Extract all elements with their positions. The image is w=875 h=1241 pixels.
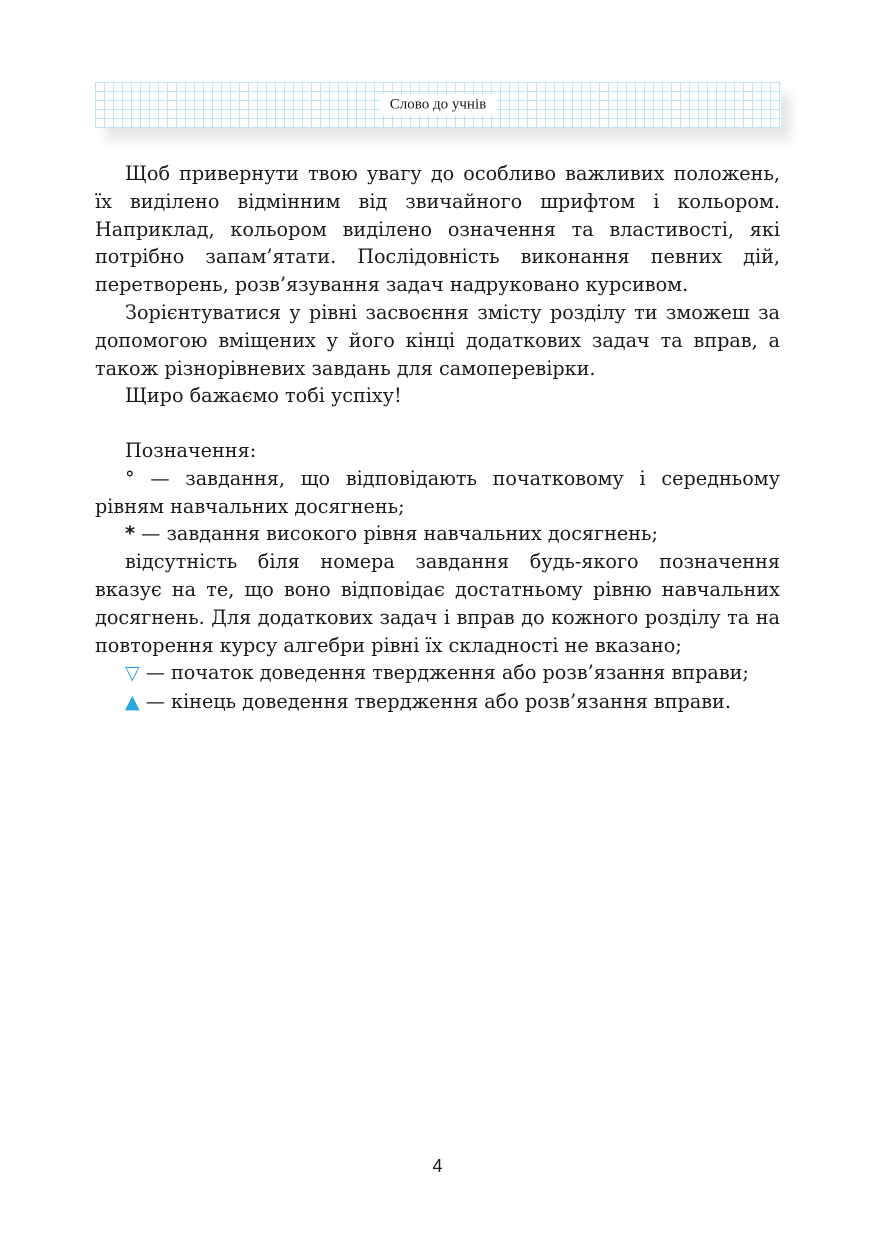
paragraph-self-check: Зорієнтуватися у рівні засвоєння змісту розділу ти зможеш за допомогою вміщених у його кінці додаткових задач та вправ, а також різнорівневих завдань для самоперевірки. [95,300,780,380]
legend-heading: Позначення: [125,439,257,462]
intro-text [95,160,780,410]
legend-item-proof-start: ▽ — початок доведення твердження або розв’язання вправи; [125,661,749,685]
paragraph-wishes: Щиро бажаємо тобі успіху! [125,384,402,408]
degree-symbol: ° [125,466,135,490]
header-band [95,82,781,128]
page-number: 4 [432,1156,443,1176]
legend-item-sufficient: відсутність біля номера завдання будь-якого позначення вказує на те, що воно відповідає достатньому рівню навчальних досягнень. Для додаткових задач і вправ до кожного розділу та на повторення курсу алгебри рівні їх складності не вказано; [95,550,780,657]
section-title: Слово до учнів [380,95,496,116]
filled-triangle-icon: ▲ [125,691,140,714]
legend-block [95,437,780,717]
legend-item-basic: ° — завдання, що відповідають початковому і середньому рівням навчальних досягнень; [95,466,780,518]
legend-item-proof-end: ▲ — кінець доведення твердження або розв’язання вправи. [125,690,731,714]
paragraph-highlighting: Щоб привернути твою увагу до особливо важливих положень, їх виділено відмінним від звичайного шрифтом і кольором. Наприклад, кольором виділено означення та властивості, які потрібно запам’ятати. Послідовність виконання певних дій, перетворень, розв’язування задач надруковано курсивом. [95,162,780,297]
open-triangle-icon: ▽ [125,662,140,685]
legend-item-high: * — завдання високого рівня навчальних досягнень; [125,522,658,546]
asterisk-icon: * [125,522,136,546]
